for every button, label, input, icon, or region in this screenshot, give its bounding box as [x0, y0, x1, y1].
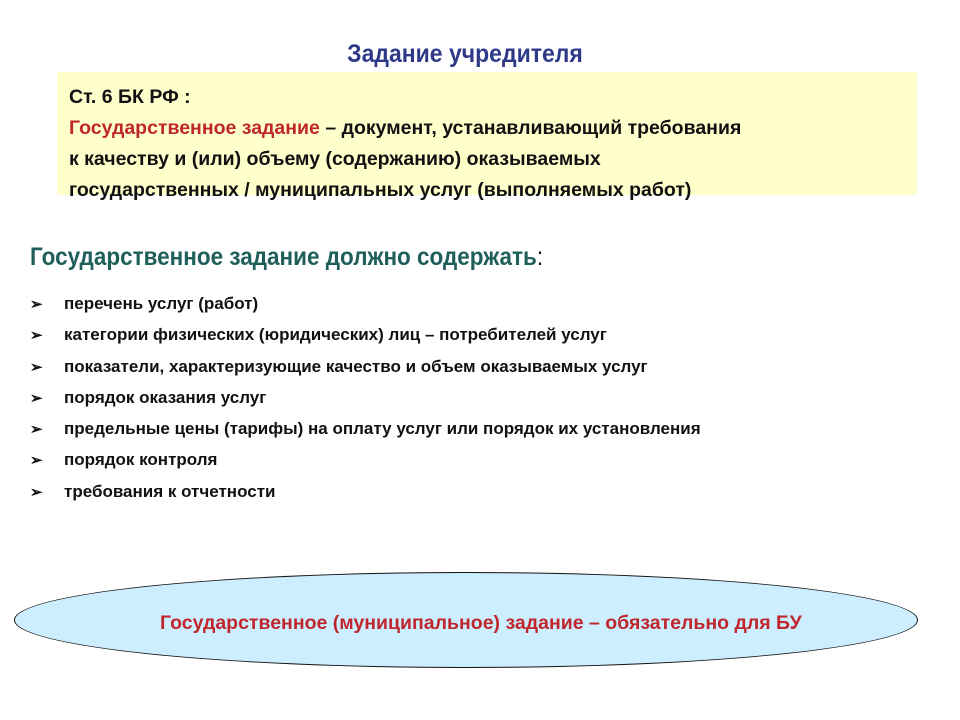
definition-line-1-rest: – документ, устанавливающий требования: [319, 117, 742, 139]
list-item: [30, 413, 701, 444]
definition-box: [57, 72, 917, 201]
list-item-text: показатели, характеризующие качество и объем оказываемых услуг: [64, 356, 648, 376]
section-heading: [30, 243, 543, 272]
slide-title: Задание учредителя: [347, 40, 583, 68]
arrow-bullet-icon: ➢: [30, 296, 43, 313]
list-item-text: перечень услуг (работ): [64, 294, 259, 313]
section-heading-text: Государственное задание должно содержать: [30, 243, 537, 271]
arrow-bullet-icon: ➢: [30, 452, 43, 470]
arrow-bullet-icon: ➢: [30, 327, 43, 345]
arrow-bullet-icon: ➢: [30, 358, 43, 376]
list-item: [30, 444, 701, 475]
definition-term: Государственное задание: [69, 117, 320, 139]
list-item: [30, 382, 701, 413]
list-item: [30, 476, 701, 507]
list-item: [30, 351, 701, 382]
list-item: [30, 288, 701, 319]
list-item: [30, 319, 701, 350]
arrow-bullet-icon: ➢: [30, 483, 43, 501]
definition-source: Ст. 6 БК РФ :: [69, 86, 191, 108]
callout-text: Государственное (муниципальное) задание – обязательно для БУ: [160, 612, 802, 634]
definition-line-1: [69, 113, 905, 144]
list-item-text: требования к отчетности: [64, 481, 276, 501]
list-item-text: предельные цены (тарифы) на оплату услуг или порядок их установления: [64, 419, 701, 439]
arrow-bullet-icon: ➢: [30, 389, 43, 407]
arrow-bullet-icon: ➢: [30, 421, 43, 439]
list-item-text: порядок оказания услуг: [64, 387, 267, 407]
definition-line-3: государственных / муниципальных услуг (выполняемых работ): [69, 179, 692, 201]
section-heading-colon: :: [536, 243, 544, 271]
content-list: [30, 288, 701, 507]
definition-line-2: к качеству и (или) объему (содержанию) оказываемых: [69, 148, 601, 170]
list-item-text: категории физических (юридических) лиц – потребителей услуг: [64, 325, 607, 345]
list-item-text: порядок контроля: [64, 450, 218, 470]
